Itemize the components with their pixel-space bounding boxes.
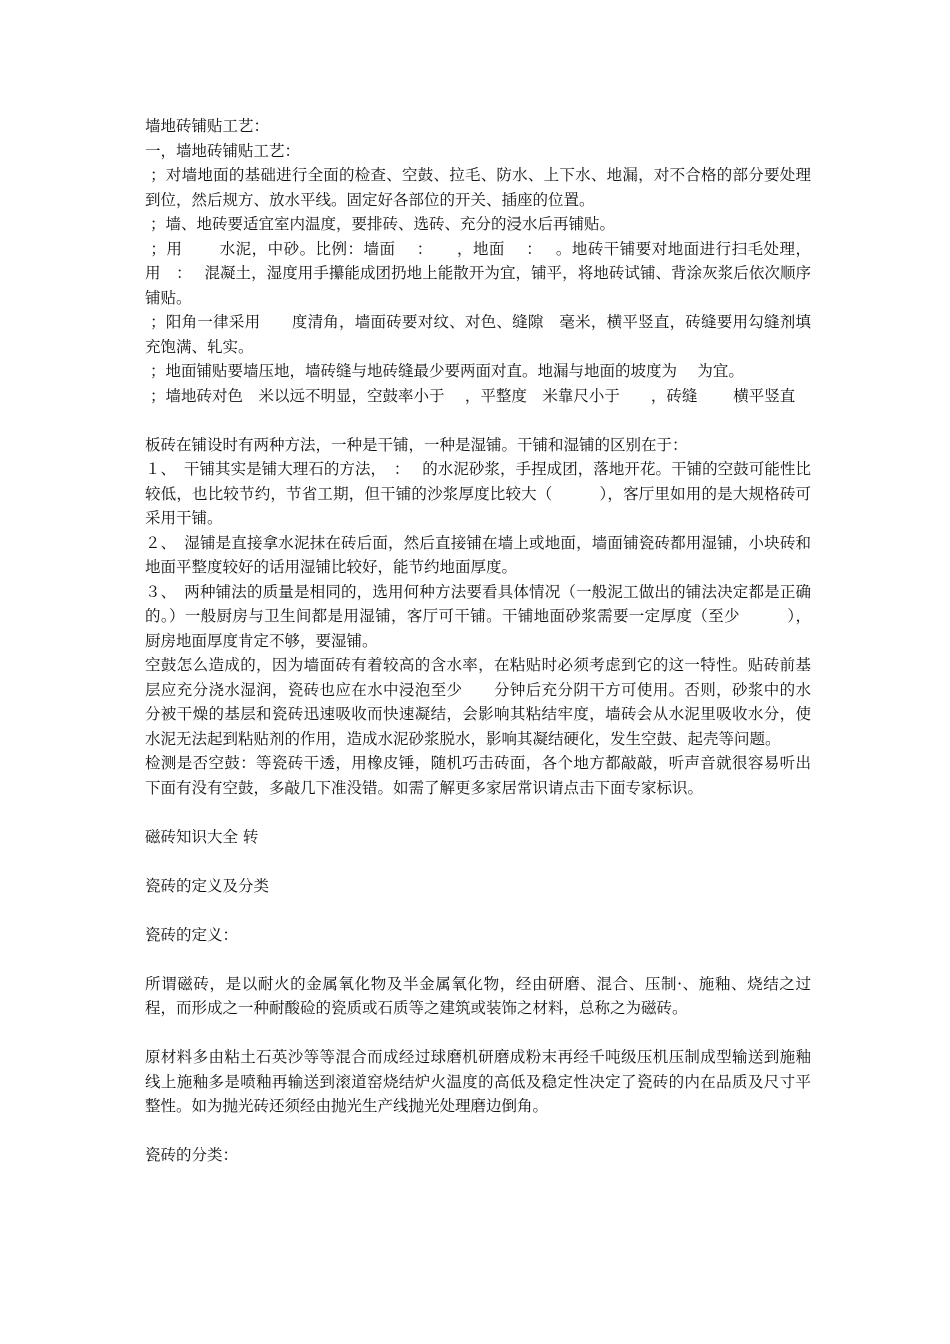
doc-title: 墙地砖铺贴工艺： <box>145 117 270 135</box>
paragraph-spacer <box>145 408 811 433</box>
paragraph-spacer <box>145 898 811 923</box>
step-paragraph: ；墙地砖对色 米以远不明显，空鼓率小于 ，平整度 米靠尺小于 ，砖缝 横平竖直 <box>145 386 796 405</box>
step-paragraph: ；对墙地面的基础进行全面的检查、空鼓、拉毛、防水、上下水、地漏，对不合格的部分要处理到位，然后规方、放水平线。固定好各部位的开关、插座的位置。 <box>145 166 811 209</box>
paragraph-spacer <box>145 947 811 972</box>
method-item-dry: １、 干铺其实是铺大理石的方法， ： 的水泥砂浆，手捏成团，落地开花。干铺的空鼓可能性比较低，也比较节约，节省工期，但干铺的沙浆厚度比较大（ ），客厅里如用的是大规格砖可采用干铺。 <box>145 460 811 527</box>
tile-definition-heading: 瓷砖的定义： <box>145 925 239 944</box>
methods-intro: 板砖在铺设时有两种方法，一种是干铺，一种是湿铺。干铺和湿铺的区别在于： <box>145 435 688 454</box>
tile-classification-heading: 瓷砖的分类： <box>145 1146 239 1164</box>
paragraph-spacer <box>145 1021 811 1046</box>
step-paragraph: ；墙、地砖要适宜室内温度，要排砖、选砖、充分的浸水后再铺贴。 <box>145 215 615 233</box>
tile-definition-body: 所谓磁砖，是以耐火的金属氧化物及半金属氧化物，经由研磨、混合、压制·、施釉、烧结之过程，而形成之一种耐酸硷的瓷质或石质等之建筑或装饰之材料，总称之为磁砖。 <box>145 974 811 1017</box>
method-item-comparison: ３、 两种铺法的质量是相同的，选用何种方法要看具体情况（一般泥工做出的铺法决定都是正确的。）一般厨房与卫生间都是用湿铺，客厅可干铺。干铺地面砂浆需要一定厚度（至少 ），厨房地面厚度肯定不够，要湿铺。 <box>145 582 811 650</box>
tile-material-paragraph: 原材料多由粘土石英沙等等混合而成经过球磨机研磨成粉末再经千吨级压机压制成型输送到施釉线上施釉多是喷釉再输送到滚道窑烧结炉火温度的高低及稳定性决定了瓷砖的内在品质及尺寸平整性。如为抛光砖还须经由抛光生产线抛光处理磨边倒角。 <box>145 1048 811 1115</box>
method-item-wet: ２、 湿铺是直接拿水泥抹在砖后面，然后直接铺在墙上或地面，墙面铺瓷砖都用湿铺，小块砖和地面平整度较好的话用湿铺比较好，能节约地面厚度。 <box>145 533 811 576</box>
section-heading-tiling-process: 一，墙地砖铺贴工艺： <box>145 141 301 160</box>
step-paragraph: ；地面铺贴要墙压地，墙砖缝与地砖缝最少要两面对直。地漏与地面的坡度为 为宜。 <box>145 362 744 380</box>
paragraph-spacer <box>145 849 811 874</box>
step-paragraph: ；阳角一律采用 度清角，墙面砖要对纹、对色、缝隙 毫米，横平竖直，砖缝要用勾缝剂填充饱满、轧实。 <box>145 313 811 356</box>
step-paragraph: ；用 水泥，中砂。比例：墙面 ： ，地面 ： 。地砖干铺要对地面进行扫毛处理，用 ： 混凝土，湿度用手攥能成团扔地上能散开为宜，铺平，将地砖试铺、背涂灰浆后依次顺序铺贴。 <box>145 239 811 307</box>
paragraph-spacer <box>145 800 811 825</box>
document-body <box>145 114 811 1168</box>
hollowing-check-paragraph: 检测是否空鼓：等瓷砖干透，用橡皮锤，随机巧击砖面，各个地方都敲敲，听声音就很容易听出下面有没有空鼓，多敲几下准没错。如需了解更多家居常识请点击下面专家标识。 <box>145 754 811 797</box>
hollowing-cause-paragraph: 空鼓怎么造成的，因为墙面砖有着较高的含水率，在粘贴时必须考虑到它的这一特性。贴砖前基层应充分浇水湿润，瓷砖也应在水中浸泡至少 分钟后充分阴干方可使用。否则，砂浆中的水分被干燥的基层和瓷砖迅速吸收而快速凝结，会影响其粘结牢度，墙砖会从水泥里吸收水分，使水泥无法起到粘贴剂的作用，造成水泥砂浆脱水，影响其凝结硬化，发生空鼓、起壳等问题。 <box>145 656 811 748</box>
tile-definition-section-title: 瓷砖的定义及分类 <box>145 876 270 895</box>
tile-knowledge-title: 磁砖知识大全 转 <box>145 827 259 846</box>
paragraph-spacer <box>145 1119 811 1144</box>
